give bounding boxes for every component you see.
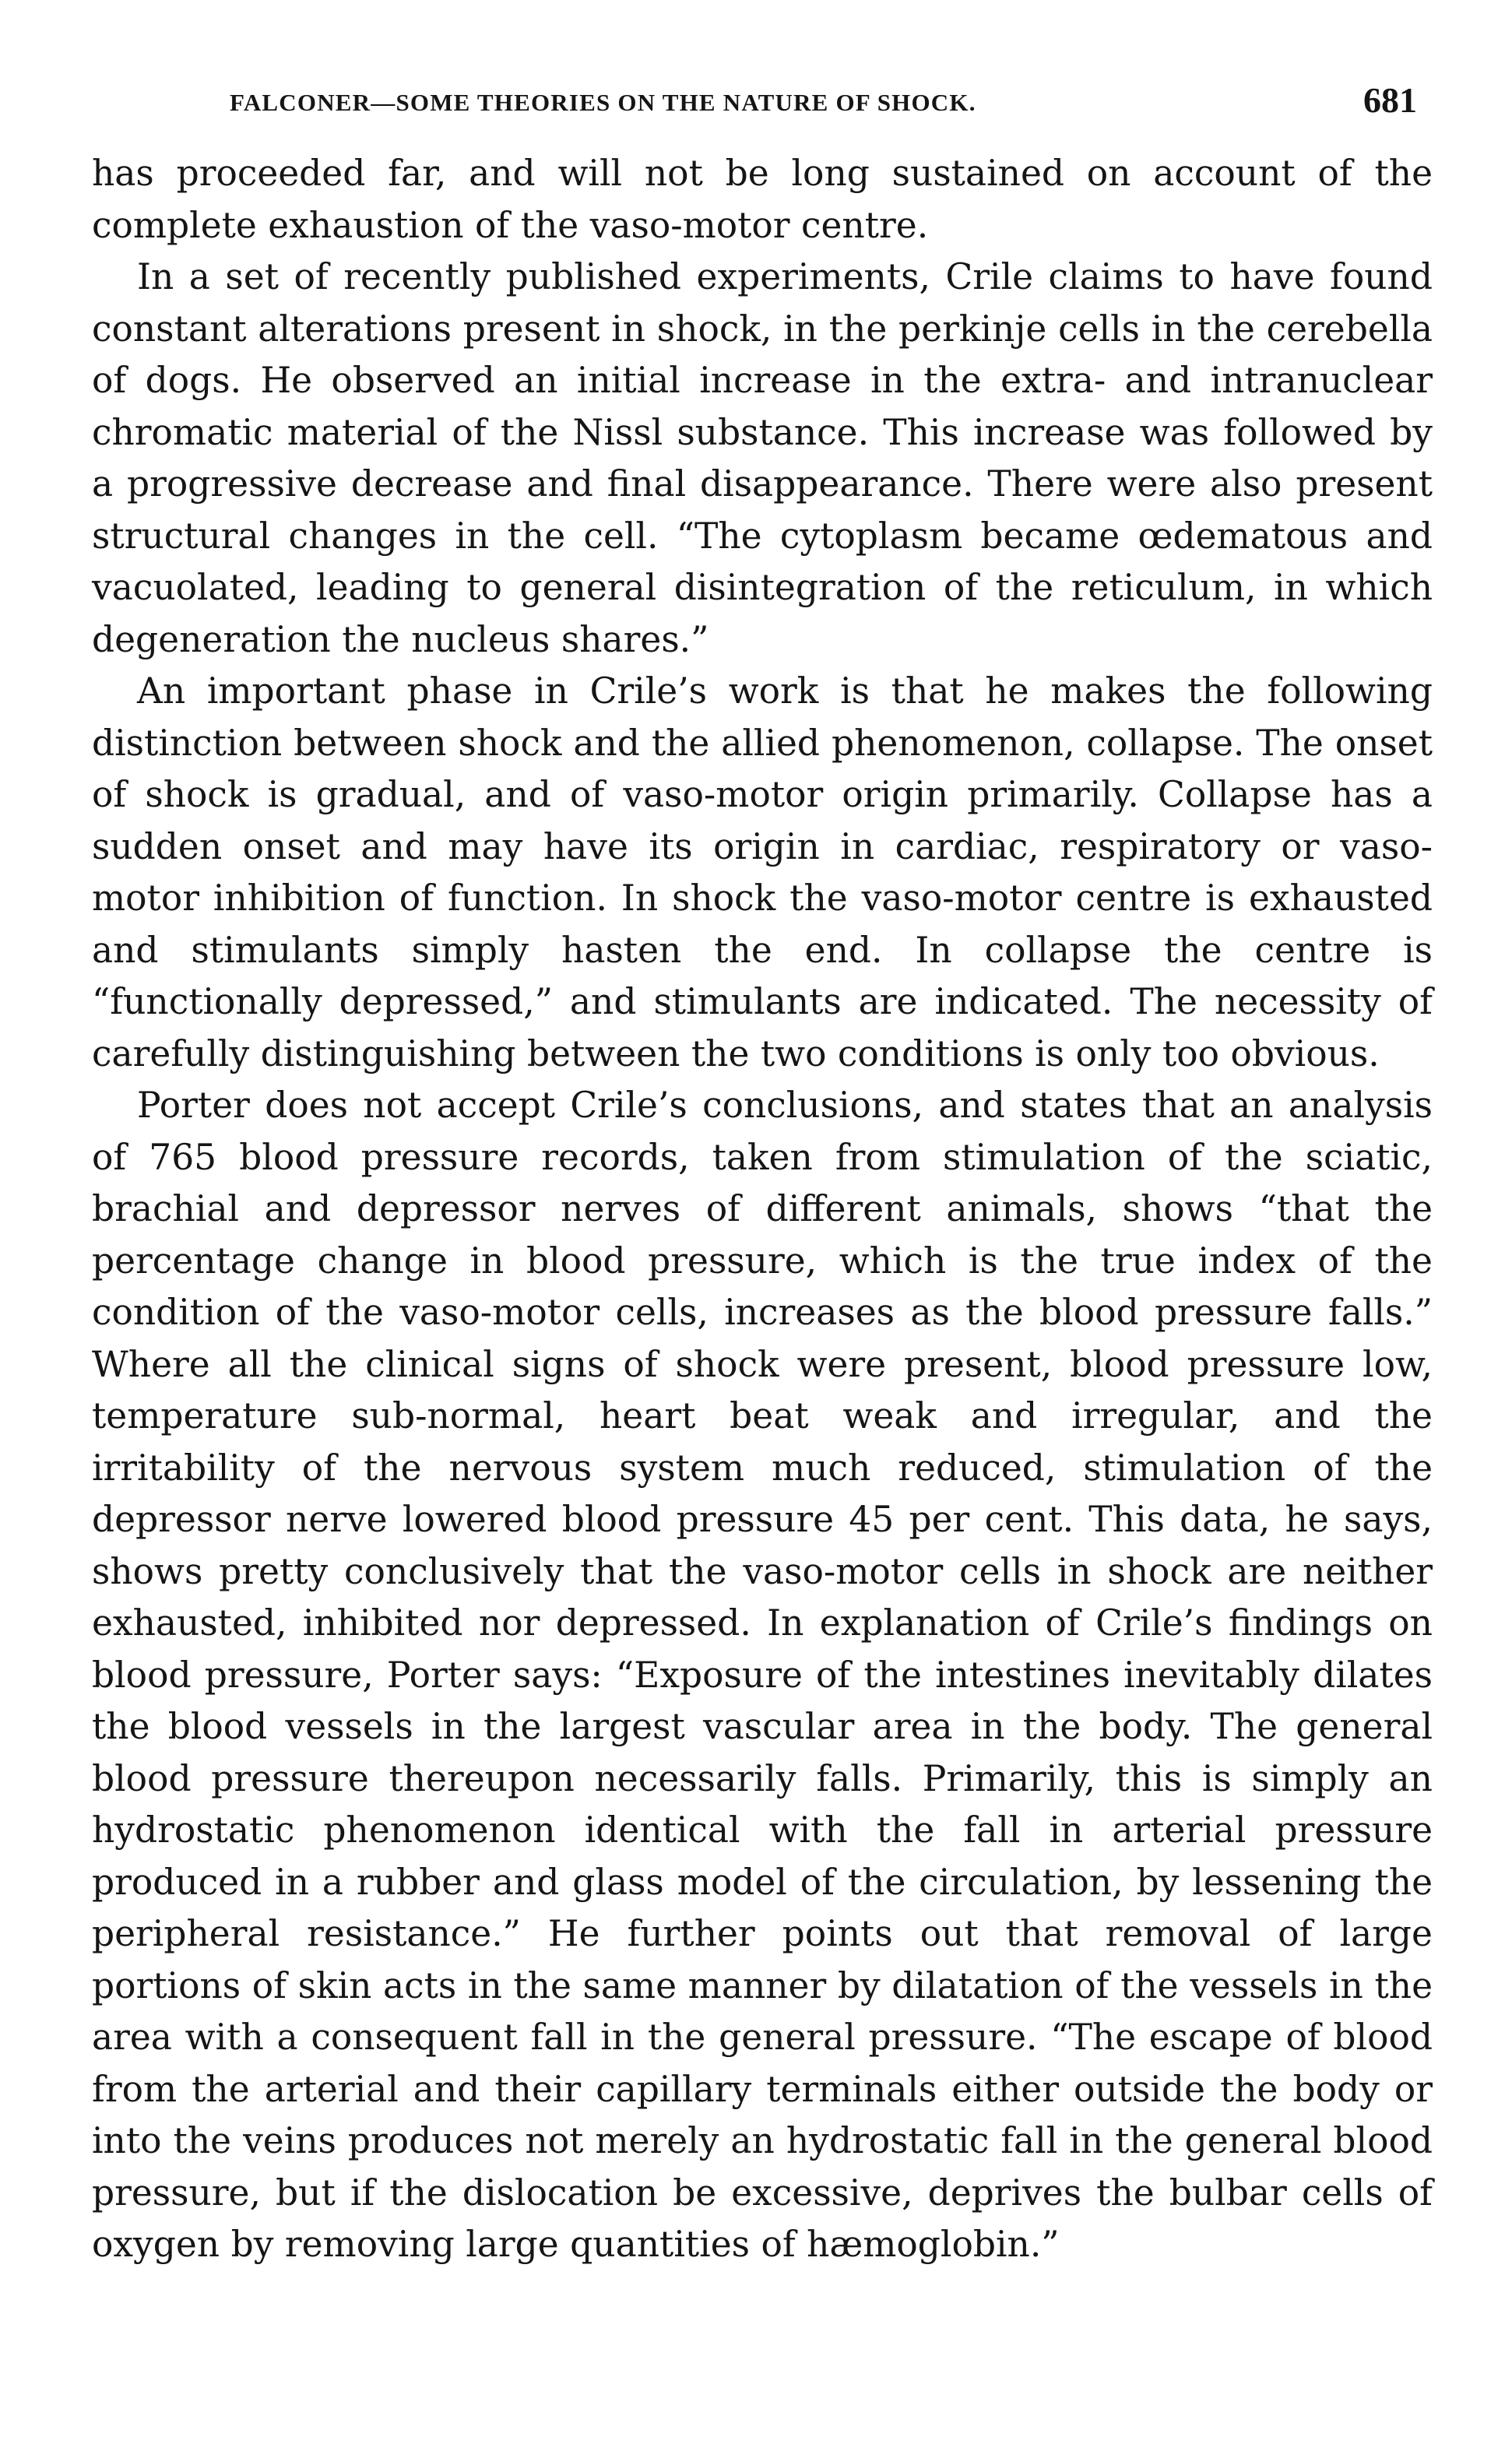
paragraph-continuation: has proceeded far, and will not be long sustained on account of the complete exhaustion of the vaso-motor centre. [92, 153, 1433, 246]
running-title: FALCONER—SOME THEORIES ON THE NATURE OF SHOCK. [230, 89, 976, 116]
page-number: 681 [1363, 80, 1417, 120]
page-header [183, 78, 1417, 125]
body-text [92, 148, 1433, 2271]
paragraph-crile-experiments: In a set of recently published experiments, Crile claims to have found constant alterations present in shock, in the perkinje cells in the cerebella of dogs. He observed an initial increase in the extra- and intranuclear chromatic material of the Nissl substance. This increase was followed by a progressive decrease and final disappearance. There were also present structural changes in the cell. “The cytoplasm became œdematous and vacuolated, leading to general disintegration of the reticulum, in which degeneration the nucleus shares.” [92, 256, 1433, 660]
paragraph-shock-vs-collapse: An important phase in Crile’s work is that he makes the following distinction between shock and the allied phenomenon, collapse. The onset of shock is gradual, and of vaso-motor origin primarily. Collapse has a sudden onset and may have its origin in cardiac, respiratory or vaso-motor inhibition of function. In shock the vaso-motor centre is exhausted and stimulants simply hasten the end. In collapse the centre is “functionally depressed,” and stimulants are indicated. The necessity of carefully distinguishing between the two conditions is only too obvious. [92, 670, 1433, 1074]
paragraph-porter-objections: Porter does not accept Crile’s conclusions, and states that an analysis of 765 blood pressure records, taken from stimulation of the sciatic, brachial and depressor nerves of different animals, shows “that the percentage change in blood pressure, which is the true index of the condition of the vaso-motor cells, increases as the blood pressure falls.” Where all the clinical signs of shock were present, blood pressure low, temperature sub-normal, heart beat weak and irregular, and the irritability of the nervous system much reduced, stimulation of the depressor nerve lowered blood pressure 45 per cent. This data, he says, shows pretty conclusively that the vaso-motor cells in shock are neither exhausted, inhibited nor depressed. In explanation of Crile’s findings on blood pressure, Porter says: “Exposure of the intestines inevitably dilates the blood vessels in the largest vascular area in the body. The general blood pressure thereupon necessarily falls. Primarily, this is simply an hydrostatic phenomenon identical with the fall in arterial pressure produced in a rubber and glass model of the circulation, by lessening the peripheral resistance.” He further points out that removal of large portions of skin acts in the same manner by dilatation of the vessels in the area with a consequent fall in the general pressure. “The escape of blood from the arterial and their capillary terminals either outside the body or into the veins produces not merely an hydrostatic fall in the general blood pressure, but if the dislocation be excessive, deprives the bulbar cells of oxygen by removing large quantities of hæmoglobin.” [92, 1085, 1433, 2265]
